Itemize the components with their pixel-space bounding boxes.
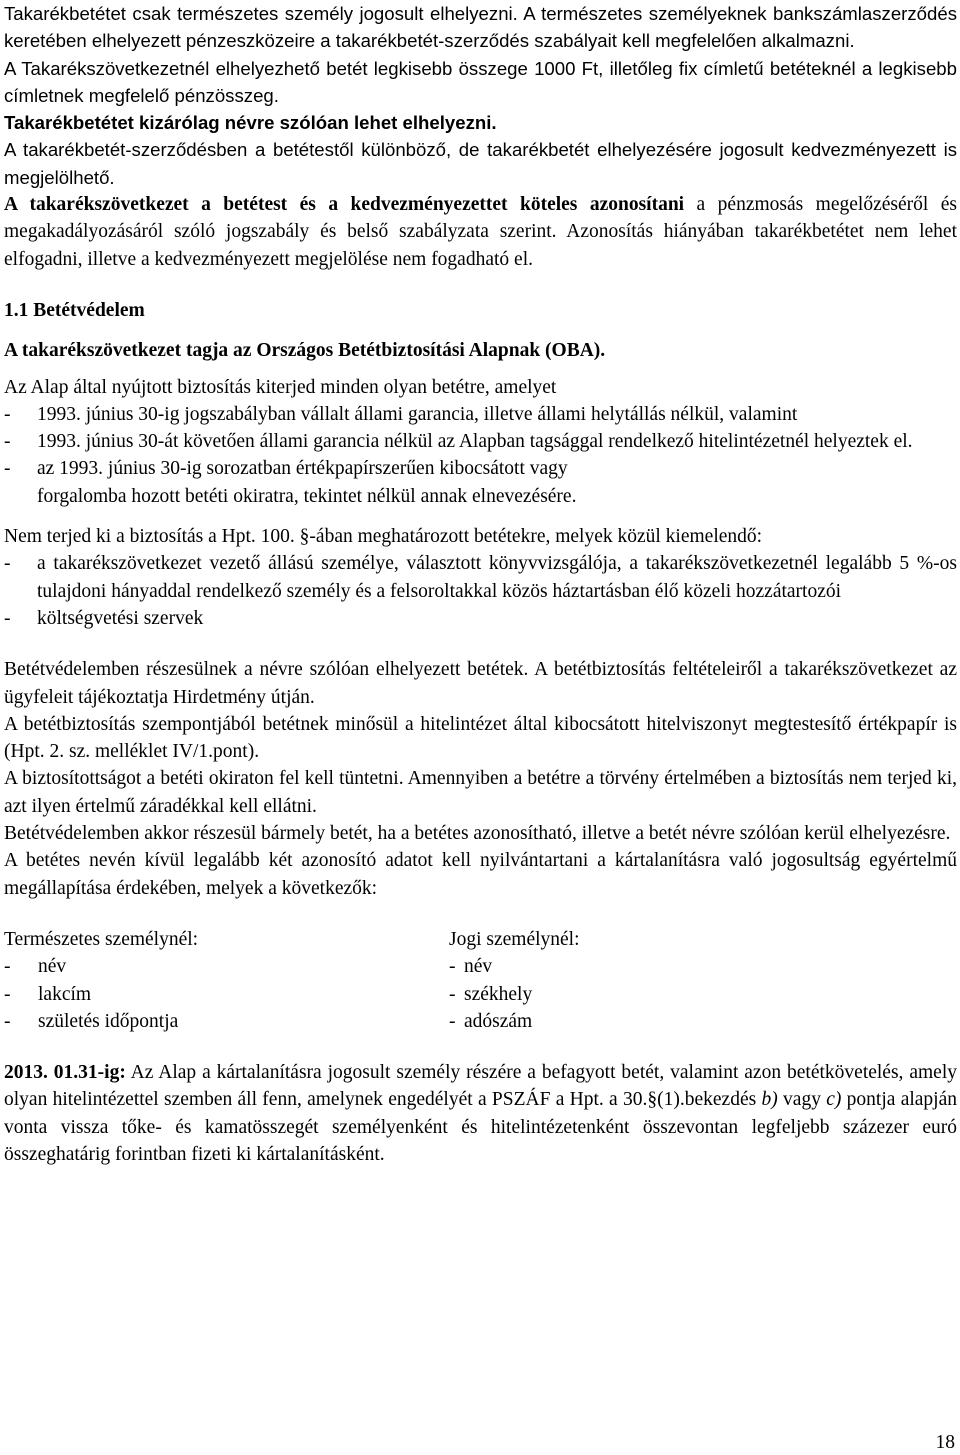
paragraph-identifiable: Betétvédelemben akkor részesül bármely betét, ha a betétes azonosítható, illetve a betét névre szólóan kerül elhelyezésre. — [4, 823, 951, 845]
identification-bold-text: A takarékszövetkezet a betétest és a kedvezményezettet köteles azonosítani — [4, 194, 685, 216]
legal-person-column — [449, 926, 580, 1035]
paragraph-compensation: 2013. 01.31-ig: Az Alap a kártalanításra jogosult személy részére a befagyott betét, valamint azon betétkövetelés, amely olyan hitelintézettel szemben áll fenn, amelynek engedélyét a PSZÁF a Hpt. a 30.§(1).bekezdés b) vagy c) pontja alapján vonta vissza tőke- és kamatösszegét személyenként és hitelintézetenként összevontan legfeljebb százezer euró összeghatárig forintban fizeti ki kártalanításként. — [4, 1062, 958, 1165]
identification-rest-text: a pénzmosás megelőzéséről és megakadályozásáról szóló jogszabály és belső szabályzata szerint. Azonosítás hiányában takarékbetétet nem lehet elfogadni, illetve a kedvezményezett megjelölése nem fogadható el. — [4, 194, 957, 270]
list-item: - születés időpontja — [4, 1010, 179, 1032]
list-item: - az 1993. június 30-ig sorozatban értékpapírszerűen kibocsátott vagy forgalomba hozott betéti okiratra, tekintet nélkül annak elnevezésére. — [4, 458, 577, 507]
natural-person-heading: Természetes személynél: — [4, 928, 199, 950]
compensation-date: 2013. 01.31-ig: — [4, 1062, 126, 1084]
list-item: - székhely — [449, 983, 533, 1005]
paragraph-named-deposit: Takarékbetétet kizárólag névre szólóan lehet elhelyezni. — [4, 112, 497, 134]
paragraph-named-protection: Betétvédelemben részesülnek a névre szólóan elhelyezett betétek. A betétbiztosítás feltételeiről a takarékszövetkezet az ügyfeleit tájékoztatja Hirdetmény útján. — [4, 659, 957, 708]
paragraph-identifiers: A betétes nevén kívül legalább két azonosító adatot kell nyilvántartani a kártalanításra való jogosultság egyértelmű megállapítása érdekében, melyek a következők: — [4, 850, 957, 899]
document-page — [4, 0, 957, 1168]
paragraph-natural-person-only: Takarékbetétet csak természetes személy jogosult elhelyezni. A természetes személyeknek bankszámlaszerződés keretében elhelyezett pénzeszközeire a takarékbetét-szerződés szabályait kell megfelelően alkalmazni. — [4, 3, 957, 52]
natural-person-column — [4, 926, 449, 1035]
paragraph-beneficiary: A takarékbetét-szerződésben a betétestől különböző, de takarékbetét elhelyezésére jogosult kedvezményezett is megjelölhető. — [4, 139, 957, 188]
oba-membership-statement: A takarékszövetkezet tagja az Országos Betétbiztosítási Alapnak (OBA). — [4, 340, 606, 362]
paragraph-certificate: A biztosítottságot a betéti okiraton fel kell tüntetni. Amennyiben a betétre a törvény értelmében a biztosítás nem terjed ki, azt ilyen értelmű záradékkal kell ellátni. — [4, 768, 957, 817]
list-item: - költségvetési szervek — [4, 607, 204, 629]
legal-person-heading: Jogi személynél: — [449, 928, 580, 950]
paragraph-identification — [4, 191, 957, 273]
section-heading: 1.1 Betétvédelem — [4, 299, 145, 321]
list-item: - 1993. június 30-ig jogszabályban vállalt állami garancia, illetve állami helytállás nélkül, valamint — [4, 403, 798, 425]
identifier-columns — [4, 926, 957, 1035]
exclusion-intro: Nem terjed ki a biztosítás a Hpt. 100. §-ában meghatározott betétekre, melyek közül kiemelendő: — [4, 526, 763, 548]
list-item: - lakcím — [4, 983, 92, 1005]
list-item: - adószám — [449, 1010, 533, 1032]
paragraph-minimum-deposit: A Takarékszövetkezetnél elhelyezhető betét legkisebb összege 1000 Ft, illetőleg fix címletű betéteknél a legkisebb címletnek megfelelő pénzösszeg. — [4, 57, 957, 106]
list-item: - név — [449, 956, 493, 978]
exclusion-list — [4, 550, 957, 632]
paragraph-securities: A betétbiztosítás szempontjából betétnek minősül a hitelintézet által kibocsátott hitelviszonyt megtestesítő értékpapír is (Hpt. 2. sz. melléklet IV/1.pont). — [4, 713, 957, 763]
list-item: - 1993. június 30-át követően állami garancia nélkül az Alapban tagsággal rendelkező hitelintézetnél helyeztek el. — [4, 431, 913, 453]
coverage-intro: Az Alap által nyújtott biztosítás kiterjed minden olyan betétre, amelyet — [4, 376, 557, 398]
page-number: 18 — [935, 1432, 955, 1453]
list-item: - a takarékszövetkezet vezető állású személye, választott könyvvizsgálója, a takarékszövetkezetnél legalább 5 %-os tulajdoni hányaddal rendelkező személy és a felsoroltakkal közös háztartásban élő közeli hozzátartozói — [4, 553, 957, 602]
list-item: - név — [4, 956, 67, 978]
coverage-list — [4, 401, 957, 510]
legal-person-list — [449, 953, 580, 1035]
natural-person-list — [4, 953, 449, 1035]
